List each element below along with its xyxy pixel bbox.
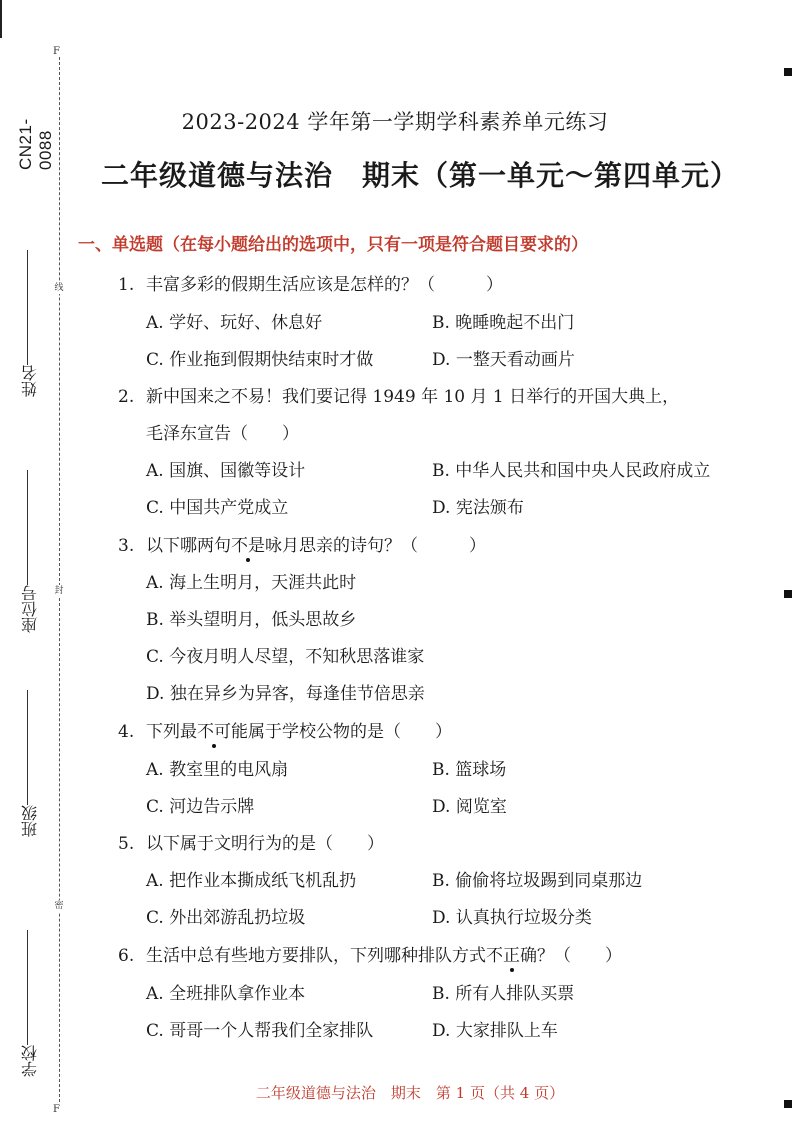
question-2-continued: 毛泽东宣告（ ） bbox=[146, 424, 299, 444]
option-3a[interactable]: A. 海上生明月，天涯共此时 bbox=[146, 573, 357, 593]
option-2c[interactable]: C. 中国共产党成立 bbox=[146, 498, 289, 518]
question-number: 4. bbox=[118, 722, 135, 742]
option-1a[interactable]: A. 学好、玩好、休息好 bbox=[146, 313, 323, 333]
seat-field[interactable] bbox=[18, 470, 42, 633]
emphasis-text: 不是 bbox=[231, 531, 265, 556]
question-text: 咏月思亲的诗句？（ ） bbox=[265, 536, 486, 556]
registration-mark bbox=[784, 590, 792, 598]
question-text: 以下属于文明行为的是（ ） bbox=[146, 834, 384, 854]
option-5d[interactable]: D. 认真执行垃圾分类 bbox=[432, 908, 592, 928]
option-1b[interactable]: B. 晚睡晚起不出门 bbox=[432, 313, 575, 333]
option-6b[interactable]: B. 所有人排队买票 bbox=[432, 984, 575, 1004]
question-text: 生活中总有些地方要排队，下列哪种排队方式 bbox=[146, 946, 486, 966]
option-4a[interactable]: A. 教室里的电风扇 bbox=[146, 760, 289, 780]
option-4c[interactable]: C. 河边告示牌 bbox=[146, 797, 255, 817]
question-number: 1. bbox=[118, 275, 135, 295]
class-field[interactable] bbox=[18, 690, 42, 837]
option-2b[interactable]: B. 中华人民共和国中央人民政府成立 bbox=[432, 461, 711, 481]
option-3c[interactable]: C. 今夜月明人尽望，不知秋思落谁家 bbox=[146, 647, 425, 667]
option-6a[interactable]: A. 全班排队拿作业本 bbox=[146, 984, 306, 1004]
option-2a[interactable]: A. 国旗、国徽等设计 bbox=[146, 461, 306, 481]
question-number: 2. bbox=[118, 387, 135, 407]
question-4 bbox=[118, 717, 452, 742]
option-5a[interactable]: A. 把作业本撕成纸飞机乱扔 bbox=[146, 871, 357, 891]
class-label: 班级 bbox=[20, 805, 40, 837]
question-number: 5. bbox=[118, 834, 135, 854]
question-text: 下列 bbox=[146, 722, 180, 742]
section-title: 一、单选题（在每小题给出的选项中，只有一项是符合题目要求的） bbox=[78, 235, 588, 255]
question-5 bbox=[118, 829, 384, 854]
option-4b[interactable]: B. 篮球场 bbox=[432, 760, 507, 780]
class-blank[interactable] bbox=[28, 690, 29, 805]
question-3 bbox=[118, 531, 486, 556]
option-3b[interactable]: B. 举头望明月，低头思故乡 bbox=[146, 610, 357, 630]
question-2 bbox=[118, 382, 679, 407]
school-label: 学校 bbox=[20, 1045, 40, 1077]
question-text: ？（ ） bbox=[537, 946, 622, 966]
corner-mark bbox=[0, 0, 2, 38]
question-text: 丰富多彩的假期生活应该是怎样的？（ ） bbox=[146, 275, 503, 295]
seat-blank[interactable] bbox=[28, 470, 29, 585]
seat-label: 座位号 bbox=[20, 585, 40, 633]
name-blank[interactable] bbox=[28, 250, 29, 365]
cut-mark-secret: 密 bbox=[52, 900, 66, 912]
emphasis-text: 最不可能 bbox=[180, 717, 248, 742]
binding-line bbox=[59, 52, 60, 1112]
option-1d[interactable]: D. 一整天看动画片 bbox=[432, 350, 575, 370]
cut-mark-seal: 封 bbox=[52, 585, 66, 597]
option-4d[interactable]: D. 阅览室 bbox=[432, 797, 507, 817]
option-3d[interactable]: D. 独在异乡为异客，每逢佳节倍思亲 bbox=[146, 684, 425, 704]
cut-mark-line: 线 bbox=[52, 282, 66, 294]
name-label: 姓名 bbox=[20, 365, 40, 397]
option-2d[interactable]: D. 宪法颁布 bbox=[432, 498, 524, 518]
school-field[interactable] bbox=[18, 930, 42, 1077]
question-1 bbox=[118, 270, 503, 295]
page-footer: 二年级道德与法治 期末 第 1 页（共 4 页） bbox=[255, 1084, 565, 1102]
option-6c[interactable]: C. 哥哥一个人帮我们全家排队 bbox=[146, 1021, 374, 1041]
f-mark-bottom: F bbox=[53, 1104, 60, 1115]
question-text: 以下哪两句 bbox=[146, 536, 231, 556]
document-code: CN21-0088 bbox=[16, 118, 55, 170]
registration-mark bbox=[784, 1100, 792, 1108]
question-number: 6. bbox=[118, 946, 135, 966]
option-6d[interactable]: D. 大家排队上车 bbox=[432, 1021, 558, 1041]
exam-title: 二年级道德与法治 期末（第一单元～第四单元） bbox=[100, 159, 739, 192]
name-field[interactable] bbox=[18, 250, 42, 397]
question-number: 3. bbox=[118, 536, 135, 556]
question-text: 新中国来之不易！我们要记得 1949 年 10 月 1 日举行的开国大典上， bbox=[146, 387, 680, 407]
exam-subtitle: 2023-2024 学年第一学期学科素养单元练习 bbox=[181, 110, 609, 134]
question-6 bbox=[118, 941, 622, 966]
school-blank[interactable] bbox=[28, 930, 29, 1045]
question-text: 属于学校公物的是（ ） bbox=[248, 722, 452, 742]
f-mark-top: F bbox=[53, 46, 60, 57]
emphasis-text: 不正确 bbox=[486, 941, 537, 966]
option-5c[interactable]: C. 外出郊游乱扔垃圾 bbox=[146, 908, 306, 928]
registration-mark bbox=[784, 68, 792, 76]
option-1c[interactable]: C. 作业拖到假期快结束时才做 bbox=[146, 350, 374, 370]
option-5b[interactable]: B. 偷偷将垃圾踢到同桌那边 bbox=[432, 871, 643, 891]
